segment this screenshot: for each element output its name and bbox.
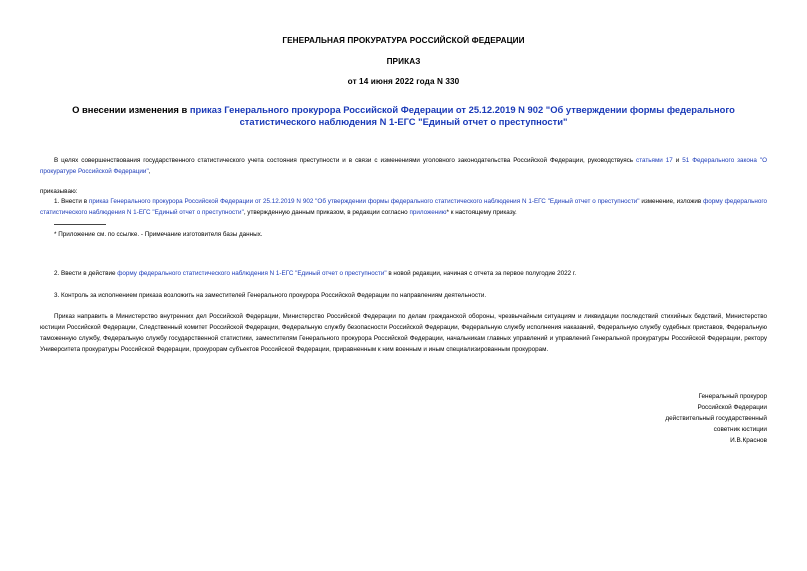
signature-line: действительный государственный xyxy=(665,415,767,422)
item-1-text: 1. Внести в xyxy=(54,198,89,205)
item-1-form-link[interactable]: форму федерального статистического наблюдения N 1-ЕГС "Единый отчет о преступности" xyxy=(40,198,768,216)
item-1-text: * к настоящему приказу. xyxy=(446,209,517,216)
item-2-text: в новой редакции, начиная с отчета за первое полугодие 2022 г. xyxy=(386,270,577,277)
document-type-heading: ПРИКАЗ xyxy=(386,57,421,66)
item-1-paragraph xyxy=(40,196,767,218)
signature-name: И.В.Краснов xyxy=(730,437,767,444)
distribution-paragraph: Приказ направить в Министерство внутренних дел Российской Федерации, Министерство Российской Федерации по делам гражданской обороны, чрезвычайным ситуациям и ликвидации последствий стихийных бедствий, Министерство юстиции Российской Федерации, Следственный комитет Российской Федерации, Федеральную службу безопасности Российской Федерации, Федеральную службу исполнения наказаний, Федеральную службу судебных приставов, Федеральную таможенную службу, Федеральную службу государственной статистики, заместителям Генерального прокурора Российской Федерации, начальникам главных управлений и управлений Генеральной прокуратуры Российской Федерации, ректору Университета прокуратуры Российской Федерации, прокурорам субъектов Российской Федерации, приравненным к ним военным и иным специализированным прокурорам. xyxy=(40,313,767,353)
article-51-link[interactable]: 51 xyxy=(682,157,690,164)
order-word: приказываю: xyxy=(40,188,78,195)
item-3-paragraph: 3. Контроль за исполнением приказа возложить на заместителей Генерального прокурора Российской Федерации по направлениям деятельности. xyxy=(54,292,487,299)
item-1-order-link[interactable]: приказ Генерального прокурора Российской Федерации от 25.12.2019 N 902 "Об утверждении формы федерального статистического наблюдения N 1-ЕГС "Единый отчет о преступности" xyxy=(88,198,640,205)
item-2-text: 2. Ввести в действие xyxy=(54,270,118,277)
preamble-paragraph xyxy=(40,155,767,177)
preamble-text: В целях совершенствования государственного статистического учета состояния преступности и в связи с изменениями уголовного законодательства Российской Федерации, руководствуясь xyxy=(54,157,637,164)
item-2-paragraph xyxy=(40,268,767,279)
signature-line: советник юстиции xyxy=(713,426,767,433)
preamble-text: , xyxy=(148,168,151,175)
item-2-form-link[interactable]: форму федерального статистического наблюдения N 1-ЕГС "Единый отчет о преступности" xyxy=(117,270,387,277)
appendix-link[interactable]: приложению xyxy=(409,209,447,216)
signature-block xyxy=(567,391,767,446)
footnote: * Приложение см. по ссылке. - Примечание изготовителя базы данных. xyxy=(54,231,263,238)
title-order-link[interactable]: приказ Генерального прокурора Российской Федерации от 25.12.2019 N 902 "Об утверждении формы федерального статистического наблюдения N 1-ЕГС "Единый отчет о преступности" xyxy=(189,104,735,127)
signature-line: Российской Федерации xyxy=(697,404,767,411)
document-title xyxy=(40,104,767,128)
organization-heading: ГЕНЕРАЛЬНАЯ ПРОКУРАТУРА РОССИЙСКОЙ ФЕДЕРАЦИИ xyxy=(282,36,525,45)
article-17-link[interactable]: статьями 17 xyxy=(636,157,673,164)
document-date-heading: от 14 июня 2022 года N 330 xyxy=(347,77,460,86)
preamble-text: и xyxy=(672,157,683,164)
federal-law-link[interactable]: Федерального закона "О прокуратуре Российской Федерации" xyxy=(40,157,767,175)
title-prefix: О внесении изменения в xyxy=(72,104,190,115)
item-1-text: изменение, изложив xyxy=(639,198,704,205)
footnote-divider xyxy=(54,224,106,225)
item-1-text: , утвержденную данным приказом, в редакции согласно xyxy=(243,209,410,216)
signature-line: Генеральный прокурор xyxy=(698,393,767,400)
